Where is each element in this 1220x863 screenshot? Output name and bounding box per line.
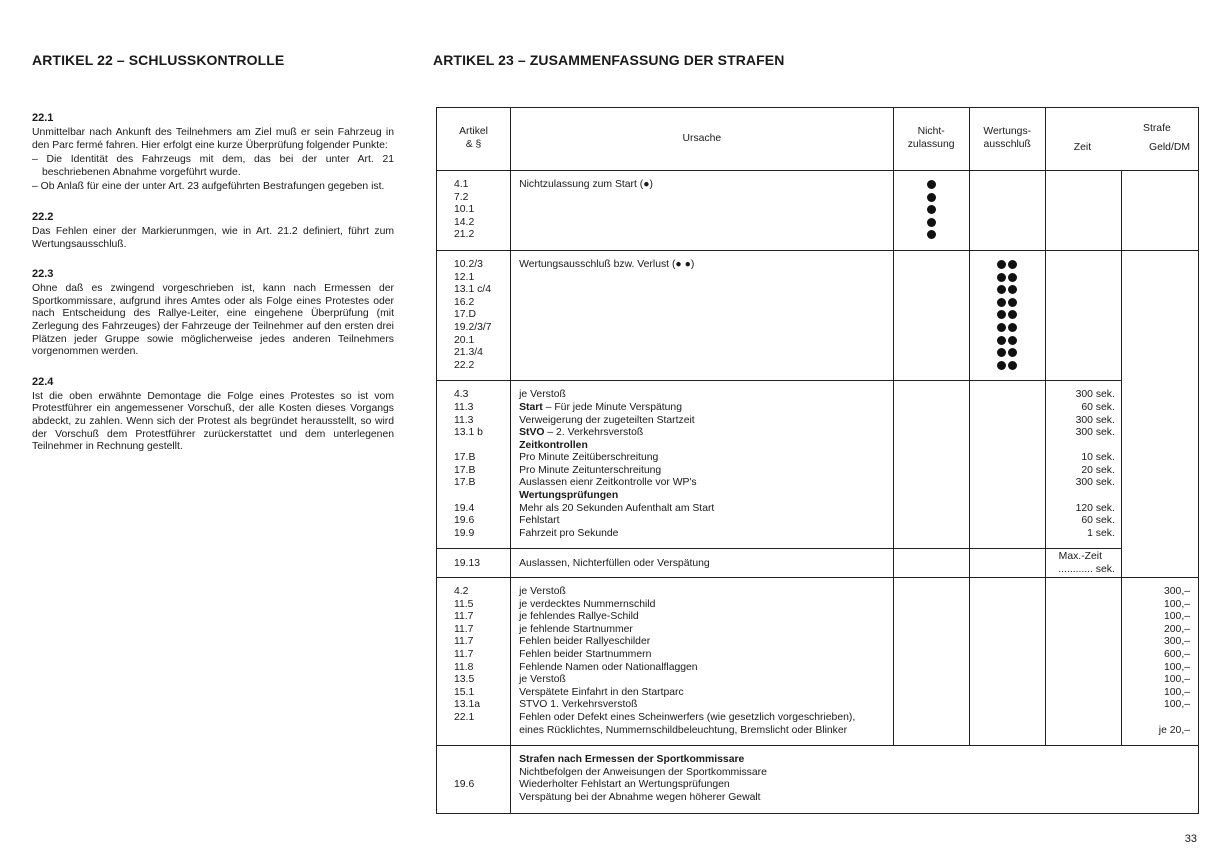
double-dot-marker [997,310,1017,319]
dot-marker [1008,323,1017,332]
cause-line: Fehlen oder Defekt eines Scheinwerfers (wie gesetzlich vorgeschrieben), [519,711,856,723]
cause-cell [511,578,894,746]
cause-line: Verweigerung der zugeteilten Startzeit [519,414,695,426]
dot-marker [1008,298,1017,307]
article-22 [32,52,394,471]
article-number: 17.B [454,477,476,489]
cause-cell [511,171,894,251]
cause-cell [511,549,894,578]
dot-marker [997,336,1006,345]
cause-text: Wertungsausschluß bzw. Verlust (● ●) [519,258,695,270]
article-cell [437,171,511,251]
dot-marker [927,180,936,189]
header-wertungsausschluss [969,108,1045,171]
geld-value: 100,– [1163,598,1190,610]
double-dot-marker [997,298,1017,307]
article-number: 17.B [454,452,476,464]
header-strafe [1045,108,1198,171]
cause-text: Auslassen, Nichterfüllen oder Verspätung [519,558,710,570]
section-22-3 [32,268,394,359]
table-row [437,549,1199,578]
article-list [437,381,510,548]
article-number: 11.8 [454,661,474,673]
article-number: 19.6 [454,515,475,527]
zeit-cell [1045,381,1121,549]
cause-line: je fehlende Startnummer [519,623,633,635]
table-row [437,171,1199,251]
header-wa-line2: ausschluß [983,139,1031,150]
cause-line: je fehlendes Rallye-Schild [519,611,639,623]
cause-line: Fahrzeit pro Sekunde [519,527,619,539]
article-number: 11.7 [454,623,474,635]
dot-marker [927,193,936,202]
cause-line: Verspätung bei der Abnahme wegen höherer Gewalt [519,791,761,803]
article-list [437,251,510,380]
article-number: 22.1 [454,711,475,723]
article-number: 4.1 [454,179,469,190]
zeit-value: 60 sek. [1081,401,1115,413]
cause-line: Fehlende Namen oder Nationalflaggen [519,661,698,673]
cause-line: je verdecktes Nummernschild [519,598,656,610]
article-number: 11.3 [454,414,474,426]
article-list [437,171,510,250]
article-number: 11.5 [454,598,474,610]
article-list [437,578,510,745]
table-row [437,381,1199,549]
double-dot-marker [997,348,1017,357]
cause-cell [511,381,894,549]
header-geld: Geld/DM [1149,142,1190,153]
section-number: 22.1 [32,112,54,124]
cause-line: Verspätete Einfahrt in den Startparc [519,686,684,698]
article-cell [437,746,511,813]
cause-heading: Strafen nach Ermessen der Sportkommissare [519,754,745,766]
article-cell [437,250,511,380]
cause-line: Start – Für jede Minute Verspätung [519,401,682,413]
geld-cell [1121,549,1198,578]
dot-marker [997,260,1006,269]
cause-line: Pro Minute Zeitüberschreitung [519,452,659,464]
article-number: 21.3/4 [454,347,483,359]
article-number: 10.1 [454,204,475,216]
nichtzulassung-cell [893,171,969,251]
page-number: 33 [1184,833,1197,845]
geld-value: 600,– [1163,649,1190,660]
dot-marker [997,273,1006,282]
article-number: 11.7 [454,611,474,623]
section-22-4 [32,376,394,454]
cause-line: Auslassen eienr Zeitkontrolle vor WP's [519,477,697,489]
cause-lead: StVO [519,427,545,439]
header-strafe-label: Strafe [1143,123,1171,135]
article-number: 22.2 [454,359,475,371]
cause-line: Wiederholter Fehlstart an Wertungsprüfungen [519,779,730,791]
geld-value: 300,– [1163,636,1190,648]
zeit-value [1046,490,1115,503]
geld-value: 300,– [1163,586,1190,598]
cause-line: Nichtbefolgen der Anweisungen der Sportkommissare [519,766,767,778]
cause-line: Fehlstart [519,515,560,527]
zeit-value: 300 sek. [1075,477,1115,489]
section-text: Ohne daß es zwingend vorgeschrieben ist, kann nach Ermessen der Sportkommissare, aufgrund ihres Amtes oder als Folge eines Protestes oder nach Entscheidung des Rallye-Leiter, eine eingehene Überprüfung (mit Zerlegung des Fahrzeuges) der Fahrzeuge der Teilnehmer auf den ersten drei Plätzen jeder Gruppe sowie möglicherweise jedes anderen Teilnehmers vorgenommen werden. [32,283,394,358]
section-22-2 [32,211,394,251]
section-text: Das Fehlen einer der Markierunmgen, wie in Art. 21.2 definiert, führt zum Wertungsausschluß. [32,225,394,250]
geld-cell [1121,171,1198,251]
section-text: Ist die oben erwähnte Demontage die Folge eines Protestes so ist vom Protestführer ein angemessener Vorschuß, der alle Kosten dieses Vorgangs abdeckt, zu zahlen. Wenn sich der Protest als begründet herausstellt, so wird der Vorschuß dem Protestführer zurückerstattet und dem unterlegenen Teilnehmer in Rechnung gestellt. [32,390,394,453]
geld-value: 100,– [1163,674,1190,686]
dot-marker [1008,285,1017,294]
geld-value: 200,– [1163,623,1190,635]
bullet-item: – Ob Anlaß für eine der unter Art. 23 aufgeführten Bestrafungen gegeben ist. [32,181,385,193]
geld-value: je 20,– [1158,724,1190,736]
zeit-value: 300 sek. [1075,389,1115,401]
article-cell [437,549,511,578]
section-number: 22.3 [32,268,54,281]
nichtzulassung-cell [893,250,969,380]
zeit-cell [1045,250,1121,380]
dot-marker [997,298,1006,307]
bullet-item: – Die Identität des Fahrzeugs mit dem, das bei der unter Art. 21 beschriebenen Abnahme vorgeführt wurde. [32,154,394,178]
dot-marker [1008,361,1017,370]
cause-line: Fehlen beider Startnummern [519,649,652,660]
dot-marker [927,218,936,227]
article-number [437,725,510,738]
geld-value: 100,– [1163,661,1190,673]
cause-line: Fehlen beider Rallyeschilder [519,636,651,648]
dot-marker [927,205,936,214]
article-number: 7.2 [454,191,469,203]
double-dot-marker [997,273,1017,282]
cause-line: je Verstoß [519,586,566,598]
section-number: 22.2 [32,210,54,223]
dot-marker [997,361,1006,370]
header-zeit: Zeit [1073,142,1092,153]
geld-value: 100,– [1163,699,1190,711]
cause-line: StVO – 2. Verkehrsverstoß [519,427,644,439]
article-number: 13.1 c/4 [454,284,491,296]
header-nz-line1: Nicht- [917,126,945,138]
article-number: 19.9 [454,527,475,539]
cause-line: STVO 1. Verkehrsverstoß [519,699,638,711]
geld-cell [1121,250,1198,380]
dot-marker [997,348,1006,357]
article-number: 11.7 [454,649,474,660]
article-number: 19.2/3/7 [454,321,492,333]
article-number: 11.3 [454,401,474,413]
header-strafe-sub [1054,142,1190,155]
zeit-value: 60 sek. [1081,515,1115,527]
geld-value: 100,– [1163,611,1190,623]
cause-cell [511,746,1199,813]
article-22-title: ARTIKEL 22 – SCHLUSSKONTROLLE [32,52,285,68]
nichtzulassung-cell [893,381,969,549]
cause-list [511,381,893,548]
article-number: 19.13 [454,558,481,570]
dot-marker [1008,273,1017,282]
bullet-list [32,154,394,194]
dot-marker [1008,336,1017,345]
zeit-value: 120 sek. [1075,502,1115,514]
wertungsausschluss-cell [969,549,1045,578]
section-22-1 [32,112,394,194]
article-number: 13.1a [454,699,481,711]
article-number: 20.1 [454,334,475,346]
dot-marker [927,230,936,239]
geld-value [1122,712,1190,725]
dot-marker [997,310,1006,319]
zeit-cell [1045,549,1121,578]
wertungsausschluss-cell [969,250,1045,380]
max-zeit-blank: ............ sek. [1058,564,1115,576]
zeit-list [1046,381,1121,548]
cause-text: Nichtzulassung zum Start (●) [519,179,653,190]
article-number [437,440,510,453]
table-row [437,250,1199,380]
cause-line: eines Rücklichtes, Nummernschildbeleuchtung, Bremslicht oder Blinker [519,724,848,736]
article-number: 4.2 [454,586,469,598]
header-ursache: Ursache [511,108,894,171]
table-header-row [437,108,1199,171]
zeit-cell [1045,578,1121,746]
double-dot-marker [997,260,1017,269]
double-dot-marker [997,361,1017,370]
double-dot-marker [997,336,1017,345]
zeit-value: 300 sek. [1075,427,1115,439]
section-number: 22.4 [32,375,54,388]
cause-line: Pro Minute Zeitunterschreitung [519,464,662,476]
cause-line: je Verstoß [519,389,566,401]
zeit-value: 1 sek. [1087,527,1115,539]
zeit-value: 10 sek. [1081,452,1115,464]
header-nichtzulassung [893,108,969,171]
wertungsausschluss-cell [969,171,1045,251]
cause-line: Mehr als 20 Sekunden Aufenthalt am Start [519,502,715,514]
article-number: 16.2 [454,296,475,308]
article-number [437,490,510,503]
double-dot-marker [997,285,1017,294]
header-artikel-line1: Artikel [459,126,488,138]
article-number: 4.3 [454,389,469,401]
article-number: 17.D [454,309,476,321]
dot-column [894,171,969,243]
zeit-cell [1045,171,1121,251]
header-nz-line2: zulassung [907,139,955,150]
article-number: 19.4 [454,502,475,514]
article-number: 19.6 [454,779,475,791]
article-number: 13.1 b [454,427,483,439]
article-number: 15.1 [454,686,475,698]
table-row [437,746,1199,813]
cause-line: je Verstoß [519,674,566,686]
header-artikel [437,108,511,171]
article-23-title: ARTIKEL 23 – ZUSAMMENFASSUNG DER STRAFEN [433,52,785,68]
dot-marker [1008,348,1017,357]
nichtzulassung-cell [893,578,969,746]
dot-marker [1008,260,1017,269]
article-number: 13.5 [454,674,475,686]
nichtzulassung-cell [893,549,969,578]
section-text: Unmittelbar nach Ankunft des Teilnehmers am Ziel muß er sein Fahrzeug in den Parc fermé fahren. Hier erfolgt eine kurze Überprüfung folgender Punkte: [32,127,394,151]
article-number: 11.7 [454,636,474,648]
zeit-value: 20 sek. [1081,464,1115,476]
header-wa-line1: Wertungs- [983,126,1032,138]
zeit-value [1046,440,1115,453]
dot-marker [997,285,1006,294]
dot-marker [1008,310,1017,319]
article-number: 10.2/3 [454,258,483,270]
article-cell [437,381,511,549]
cause-list [511,578,893,745]
geld-cell [1121,381,1198,549]
geld-cell [1121,578,1198,746]
wertungsausschluss-cell [969,578,1045,746]
double-dot-marker [997,323,1017,332]
article-number: 21.2 [454,229,475,241]
geld-value: 100,– [1163,686,1190,698]
cause-heading: Zeitkontrollen [519,439,588,451]
table-row [437,578,1199,746]
header-artikel-line2: & § [465,139,482,150]
article-number: 12.1 [454,271,475,283]
article-cell [437,578,511,746]
cause-lead: Start [519,401,543,413]
cause-list [511,746,1198,812]
dot-column [970,251,1045,373]
cause-cell [511,250,894,380]
cause-heading: Wertungsprüfungen [519,490,619,502]
zeit-value: 300 sek. [1075,414,1115,426]
geld-list [1122,578,1198,745]
article-number: 14.2 [454,216,475,228]
dot-marker [997,323,1006,332]
max-zeit [1046,549,1121,576]
penalty-table [436,107,1199,814]
max-zeit-label: Max.-Zeit [1058,551,1102,563]
wertungsausschluss-cell [969,381,1045,549]
article-number: 17.B [454,464,476,476]
